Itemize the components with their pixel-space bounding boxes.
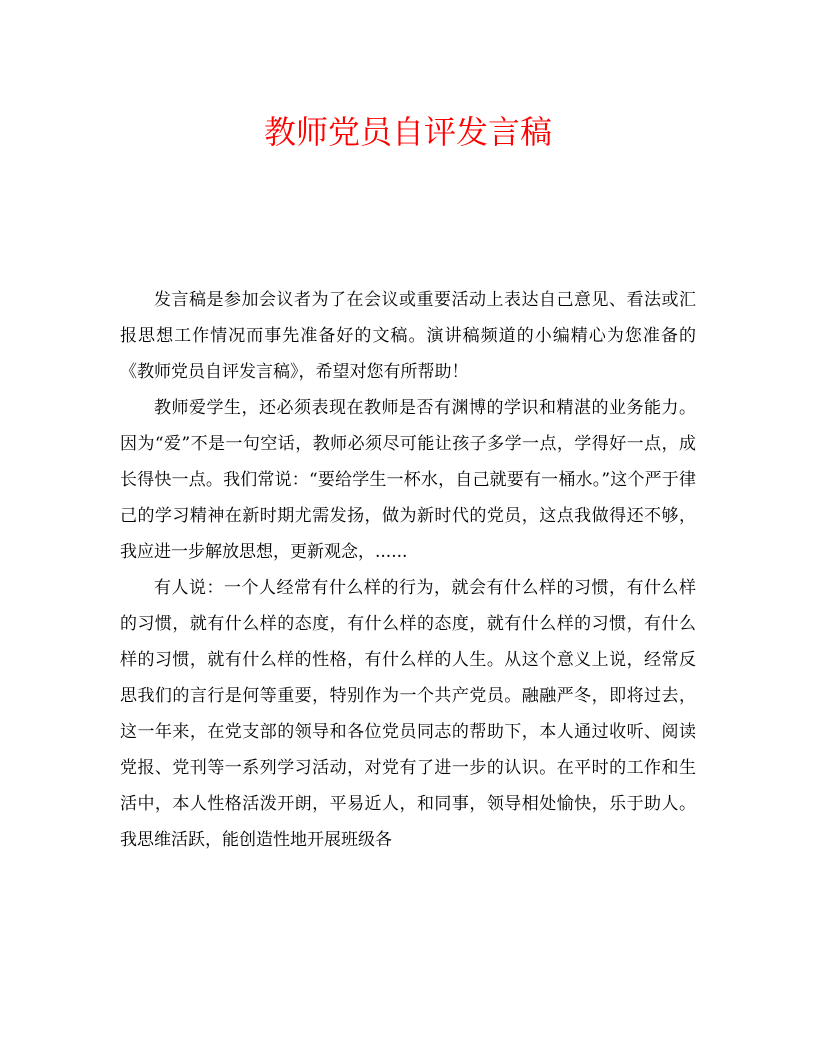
paragraph-self-reflection: 有人说：一个人经常有什么样的行为，就会有什么样的习惯，有什么样的习惯，就有什么样的态度，有什么样的态度，就有什么样的习惯，有什么样的习惯，就有什么样的性格，有什么样的人生。从这个意义上说，经常反思我们的言行是何等重要，特别作为一个共产党员。融融严冬，即将过去，这一年来，在党支部的领导和各位党员同志的帮助下，本人通过收听、阅读党报、党刊等一系列学习活动，对党有了进一步的认识。在平时的工作和生活中，本人性格活泼开朗，平易近人，和同事，领导相处愉快，乐于助人。我思维活跃，能创造性地开展班级各 (120, 578, 696, 850)
document-title: 教师党员自评发言稿 (263, 113, 552, 151)
paragraph-teacher-love: 教师爱学生，还必须表现在教师是否有渊博的学识和精湛的业务能力。因为“爱”不是一句空话，教师必须尽可能让孩子多学一点，学得好一点，成长得快一点。我们常说：“要给学生一杯水，自己就要有一桶水。”这个严于律己的学习精神在新时期尤需发扬，做为新时代的党员，这点我做得还不够，我应进一步解放思想，更新观念，...... (120, 398, 696, 562)
paragraph-intro: 发言稿是参加会议者为了在会议或重要活动上表达自己意见、看法或汇报思想工作情况而事先准备好的文稿。演讲稿频道的小编精心为您准备的《教师党员自评发言稿》，希望对您有所帮助！ (120, 290, 696, 382)
document-body (120, 282, 696, 858)
